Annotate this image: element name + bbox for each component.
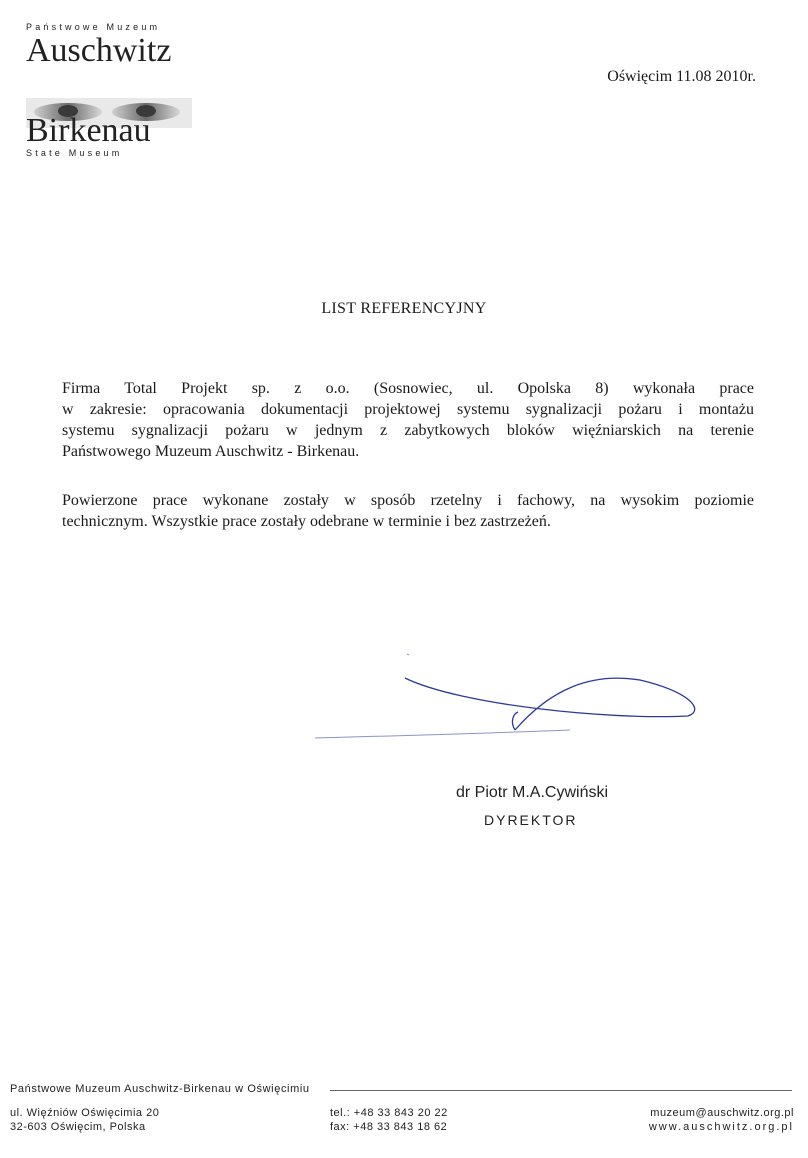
signer-name: dr Piotr M.A.Cywiński [456, 784, 609, 801]
paragraph-1 [62, 378, 754, 462]
signer-role: DYREKTOR [484, 812, 578, 828]
paragraph-2-line: technicznym. Wszystkie prace zostały odebrane w terminie i bez zastrzeżeń. [62, 513, 551, 530]
paragraph-1-line: systemu sygnalizacji pożaru w jednym z zabytkowych bloków więźniarskich na terenie [62, 422, 754, 439]
footer-email: muzeum@auschwitz.org.pl [650, 1107, 794, 1119]
footer-divider [330, 1090, 792, 1091]
footer-institution-name: Państwowe Muzeum Auschwitz-Birkenau w Oświęcimiu [10, 1083, 310, 1095]
footer-phone: tel.: +48 33 843 20 22 [330, 1107, 448, 1119]
logo-top-line: Państwowe Muzeum [26, 22, 161, 32]
footer-address-line-1: ul. Więźniów Oświęcimia 20 [10, 1107, 160, 1119]
footer-website: www.auschwitz.org.pl [648, 1121, 794, 1133]
logo-name-birkenau: Birkenau [26, 112, 151, 149]
paragraph-2-line: Powierzone prace wykonane zostały w sposób rzetelny i fachowy, na wysokim poziomie [62, 492, 754, 509]
paragraph-2 [62, 490, 754, 532]
paragraph-1-line: Firma Total Projekt sp. z o.o. (Sosnowiec, ul. Opolska 8) wykonała prace [62, 380, 754, 397]
paragraph-1-line: Państwowego Muzeum Auschwitz - Birkenau. [62, 443, 360, 460]
logo-name-auschwitz: Auschwitz [26, 32, 172, 69]
footer-fax: fax: +48 33 843 18 62 [330, 1121, 448, 1133]
footer-address-line-2: 32-603 Oświęcim, Polska [10, 1121, 146, 1133]
handwritten-signature [310, 650, 710, 750]
paragraph-1-line: w zakresie: opracowania dokumentacji projektowej systemu sygnalizacji pożaru i montażu [62, 401, 754, 418]
letter-date: Oświęcim 11.08 2010r. [607, 68, 756, 85]
logo-bottom-line: State Museum [26, 148, 123, 158]
letter-title: LIST REFERENCYJNY [321, 300, 487, 317]
museum-logo [26, 22, 192, 162]
